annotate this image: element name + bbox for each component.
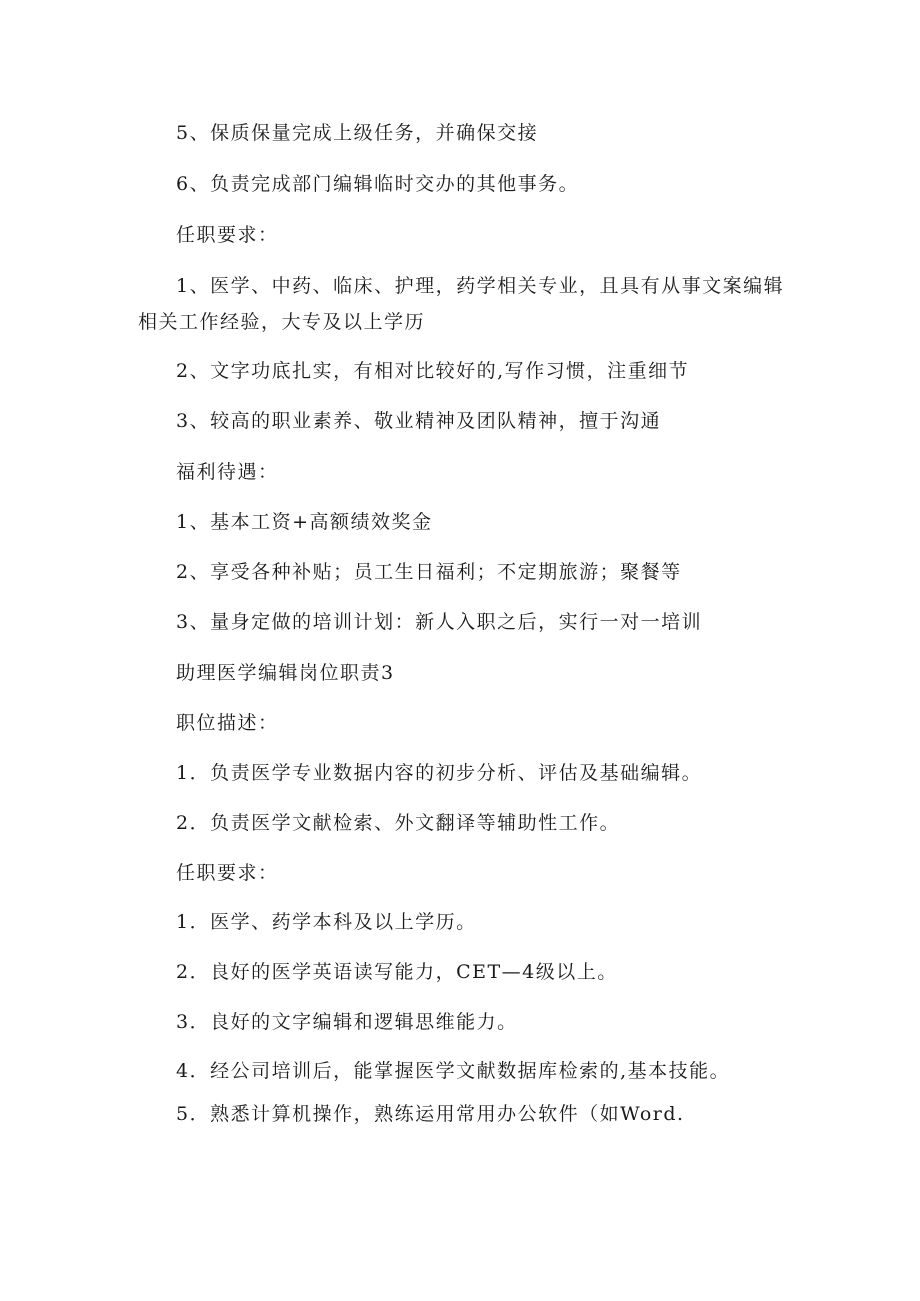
paragraph-line: 3．良好的文字编辑和逻辑思维能力。 [176, 1011, 518, 1033]
paragraph-line: 2、享受各种补贴；员工生日福利；不定期旅游；聚餐等 [176, 561, 682, 583]
section-heading: 任职要求： [176, 224, 279, 246]
paragraph-line: 2、文字功底扎实，有相对比较好的,写作习惯，注重细节 [176, 360, 690, 382]
paragraph-line: 4．经公司培训后，能掌握医学文献数据库检索的,基本技能。 [176, 1060, 731, 1082]
section-heading: 福利待遇： [176, 461, 279, 483]
paragraph-line: 3、量身定做的培训计划：新人入职之后，实行一对一培训 [176, 611, 703, 633]
paragraph-line: 5、保质保量完成上级任务，并确保交接 [176, 122, 539, 144]
section-heading: 任职要求： [176, 862, 279, 884]
paragraph-line: 1．医学、药学本科及以上学历。 [176, 911, 477, 933]
paragraph-line: 1．负责医学专业数据内容的初步分析、评估及基础编辑。 [176, 762, 703, 784]
paragraph-line: 6、负责完成部门编辑临时交办的其他事务。 [176, 173, 580, 195]
paragraph-line: 3、较高的职业素养、敬业精神及团队精神，擅于沟通 [176, 410, 662, 432]
paragraph-line: 1、医学、中药、临床、护理，药学相关专业，且具有从事文案编辑 [176, 275, 785, 297]
paragraph-line: 5．熟悉计算机操作，熟练运用常用办公软件（如Word. [176, 1103, 685, 1125]
paragraph-line: 1、基本工资+高额绩效奖金 [176, 511, 433, 533]
paragraph-line: 相关工作经验，大专及以上学历 [138, 311, 426, 333]
section-title: 助理医学编辑岗位职责3 [176, 662, 395, 684]
section-heading: 职位描述： [176, 712, 279, 734]
paragraph-line: 2．负责医学文献检索、外文翻译等辅助性工作。 [176, 812, 621, 834]
paragraph-line: 2．良好的医学英语读写能力，CET—4级以上。 [176, 961, 618, 983]
